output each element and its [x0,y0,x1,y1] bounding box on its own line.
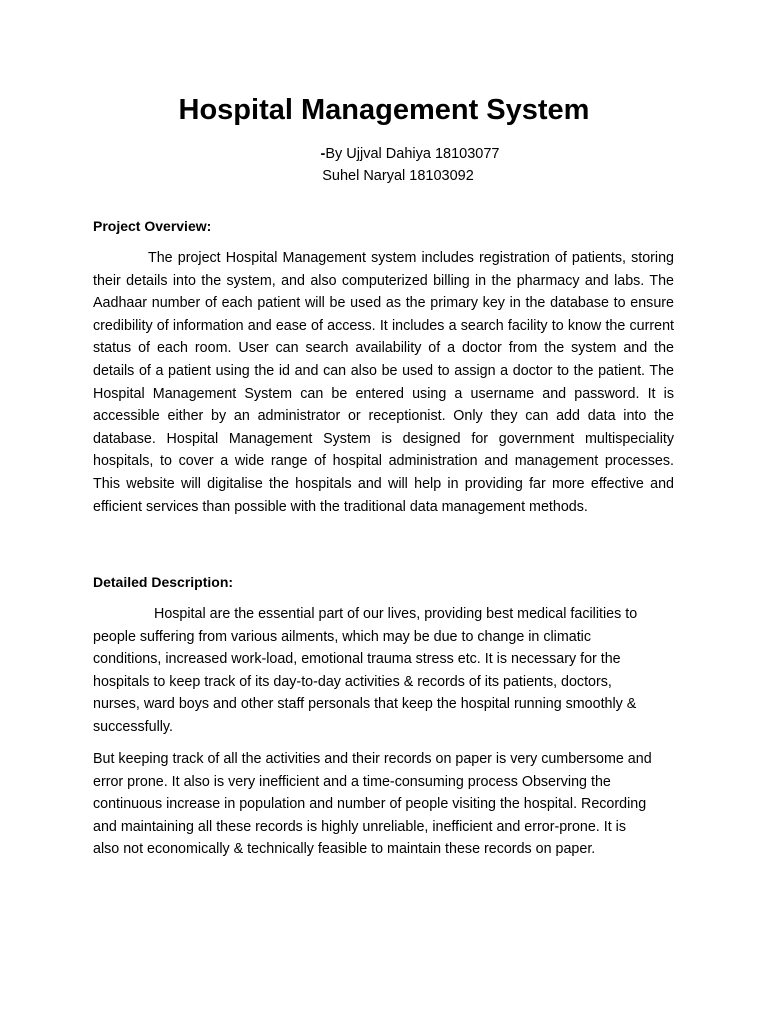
author-line-1 [0,143,768,165]
author-line-2: Suhel Naryal 18103092 [322,168,474,184]
detailed-description-paragraph-2: But keeping track of all the activities and their records on paper is very cumbersome and error prone. It also is very inefficient and a time-consuming process Observing the continuous increase in population and number of people visiting the hospital. Recording and maintaining all these records is highly unreliable, inefficient and error-prone. It is also not economically & technically feasible to maintain these records on paper. [93,751,652,858]
author-block [0,143,768,187]
section-heading-detailed-description: Detailed Description: [93,574,234,590]
author-1-name: By Ujjval Dahiya 18103077 [325,146,500,162]
document-title: Hospital Management System [178,94,590,126]
project-overview-paragraph: The project Hospital Management system includes registration of patients, storing their details into the system, and also computerized billing in the pharmacy and labs. The Aadhaar number of each patient will be used as the primary key in the database to ensure credibility of information and ease of access. It includes a search facility to know the current status of each room. User can search availability of a doctor from the system and the details of a patient using the id and can also be used to assign a doctor to the patient. The Hospital Management System can be entered using a username and password. It is accessible either by an administrator or receptionist. Only they can add data into the database. Hospital Management System is designed for government multispeciality hospitals, to cover a wide range of hospital administration and management processes. This website will digitalise the hospitals and will help in providing far more effective and efficient services than possible with the traditional data management methods. [93,250,674,515]
detailed-description-paragraph-1: Hospital are the essential part of our lives, providing best medical facilities to people suffering from various ailments, which may be due to change in climatic conditions, increased work-load, emotional trauma stress etc. It is necessary for the hospitals to keep track of its day-to-day activities & records of its patients, doctors, nurses, ward boys and other staff personals that keep the hospital running smoothly & successfully. [93,606,638,735]
author-dash: - [320,146,326,162]
section-heading-project-overview: Project Overview: [93,218,212,234]
